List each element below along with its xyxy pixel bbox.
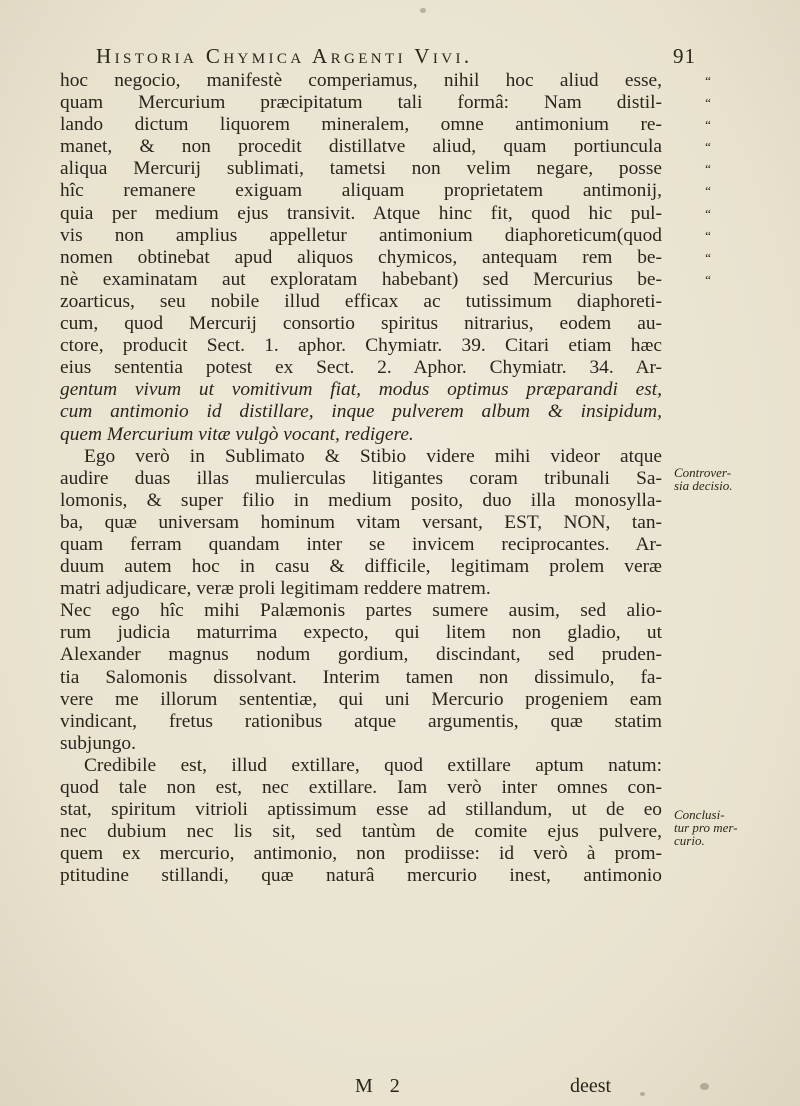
text-line: cum antimonio id distillare, inque pulverem album & insipidum, [60, 401, 662, 423]
text-line: rum judicia maturrima expecto, qui litem non gladio, ut [60, 622, 662, 644]
text-line: Credibile est, illud extillare, quod extillare aptum natum: [84, 754, 662, 776]
text-line: ctore, producit Sect. 1. aphor. Chymiatr. 39. Citari etiam hæc [60, 335, 662, 357]
quote-mark: “ [705, 183, 711, 199]
text-line: Ego verò in Sublimato & Stibio videre mihi videor atque [84, 445, 662, 467]
text-line: quod tale non est, nec extillare. Iam verò inter omnes con- [60, 777, 662, 798]
text-line: hîc remanere exiguam aliquam proprietatem antimonij, [60, 180, 662, 202]
text-line: matri adjudicare, veræ proli legitimam reddere matrem. [60, 578, 491, 600]
margin-note-conclusio [674, 808, 738, 847]
text-line: audire duas illas mulierculas litigantes coram tribunali Sa- [60, 467, 662, 489]
text-line: hoc negocio, manifestè comperiamus, nihil hoc aliud esse, [60, 70, 662, 91]
quote-mark: “ [705, 95, 711, 111]
quote-mark: “ [705, 227, 711, 243]
text-line: zoarticus, seu nobile illud efficax ac tutissimum diaphoreti- [60, 290, 662, 312]
text-line: quam Mercurium præcipitatum tali formâ: Nam distil- [60, 92, 662, 114]
signature-mark: M 2 [355, 1075, 406, 1097]
text-line: lomonis, & super filio in medium posito, duo illa monosylla- [60, 489, 662, 511]
text-line: duum autem hoc in casu & difficile, legitimam prolem veræ [60, 556, 662, 578]
text-line: aliqua Mercurij sublimati, tametsi non velim negare, posse [60, 158, 662, 180]
text-line: vis non amplius appelletur antimonium diaphoreticum(quod [60, 224, 662, 246]
ink-speck [640, 1092, 645, 1096]
quotation-marks-column [698, 70, 718, 291]
text-line: manet, & non procedit distillatve aliud, quam portiuncula [60, 136, 662, 158]
text-line: vindicant, fretus rationibus atque argumentis, quæ statim [60, 710, 662, 732]
margin-note-controversia [674, 466, 733, 492]
text-line: lando dictum liquorem mineralem, omne antimonium re- [60, 114, 662, 136]
running-title: Historia Chymica Argenti Vivi. [96, 44, 473, 68]
text-line: quem ex mercurio, antimonio, non prodiisse: id verò à prom- [60, 843, 662, 865]
quote-mark: “ [705, 271, 711, 287]
text-line: subjungo. [60, 732, 136, 754]
text-line: vere me illorum sententiæ, qui uni Mercurio progeniem eam [60, 688, 662, 710]
text-line: quem Mercurium vitæ vulgò vocant, redigere. [60, 423, 414, 445]
quote-mark: “ [705, 117, 711, 133]
text-line: nè examinatam aut exploratam habebant) sed Mercurius be- [60, 268, 662, 290]
page-number: 91 [673, 44, 696, 68]
margin-note-controversia-text: Controver- sia decisio. [674, 465, 733, 493]
quote-mark: “ [705, 161, 711, 177]
text-line: ptitudine stillandi, quæ naturâ mercurio inest, antimonio [60, 865, 662, 887]
text-line: ba, quæ universam hominum vitam versant, EST, NON, tan- [60, 511, 662, 533]
text-line: Alexander magnus nodum gordium, discindant, sed pruden- [60, 644, 662, 666]
text-line: quam ferram quandam inter se invicem reciprocantes. Ar- [60, 533, 662, 555]
quote-mark: “ [705, 73, 711, 88]
catchword: deest [570, 1075, 612, 1097]
body-text [60, 70, 662, 887]
text-line: nomen obtinebat apud aliquos chymicos, antequam rem be- [60, 246, 662, 268]
quote-mark: “ [705, 205, 711, 221]
ink-speck [420, 8, 426, 13]
text-line: nec dubium nec lis sit, sed tantùm de comite ejus pulvere, [60, 821, 662, 843]
text-line: gentum vivum ut vomitivum fiat, modus optimus præparandi est, [60, 379, 662, 401]
text-line: stat, spiritum vitrioli aptissimum esse ad stillandum, ut de eo [60, 799, 662, 821]
text-line: cum, quod Mercurij consortio spiritus nitrarius, eodem au- [60, 313, 662, 335]
text-line: quia per medium ejus transivit. Atque hinc fit, quod hic pul- [60, 202, 662, 224]
text-line: tia Salomonis dissolvant. Interim tamen non dissimulo, fa- [60, 666, 662, 688]
ink-speck [700, 1083, 709, 1090]
quote-mark: “ [705, 249, 711, 265]
text-line: eius sententia potest ex Sect. 2. Aphor. Chymiatr. 34. Ar- [60, 357, 662, 379]
margin-note-conclusio-text: Conclusi- tur pro mer- curio. [674, 807, 738, 848]
text-line: Nec ego hîc mihi Palæmonis partes sumere ausim, sed alio- [60, 600, 662, 622]
quote-mark: “ [705, 139, 711, 155]
running-header [96, 44, 696, 69]
